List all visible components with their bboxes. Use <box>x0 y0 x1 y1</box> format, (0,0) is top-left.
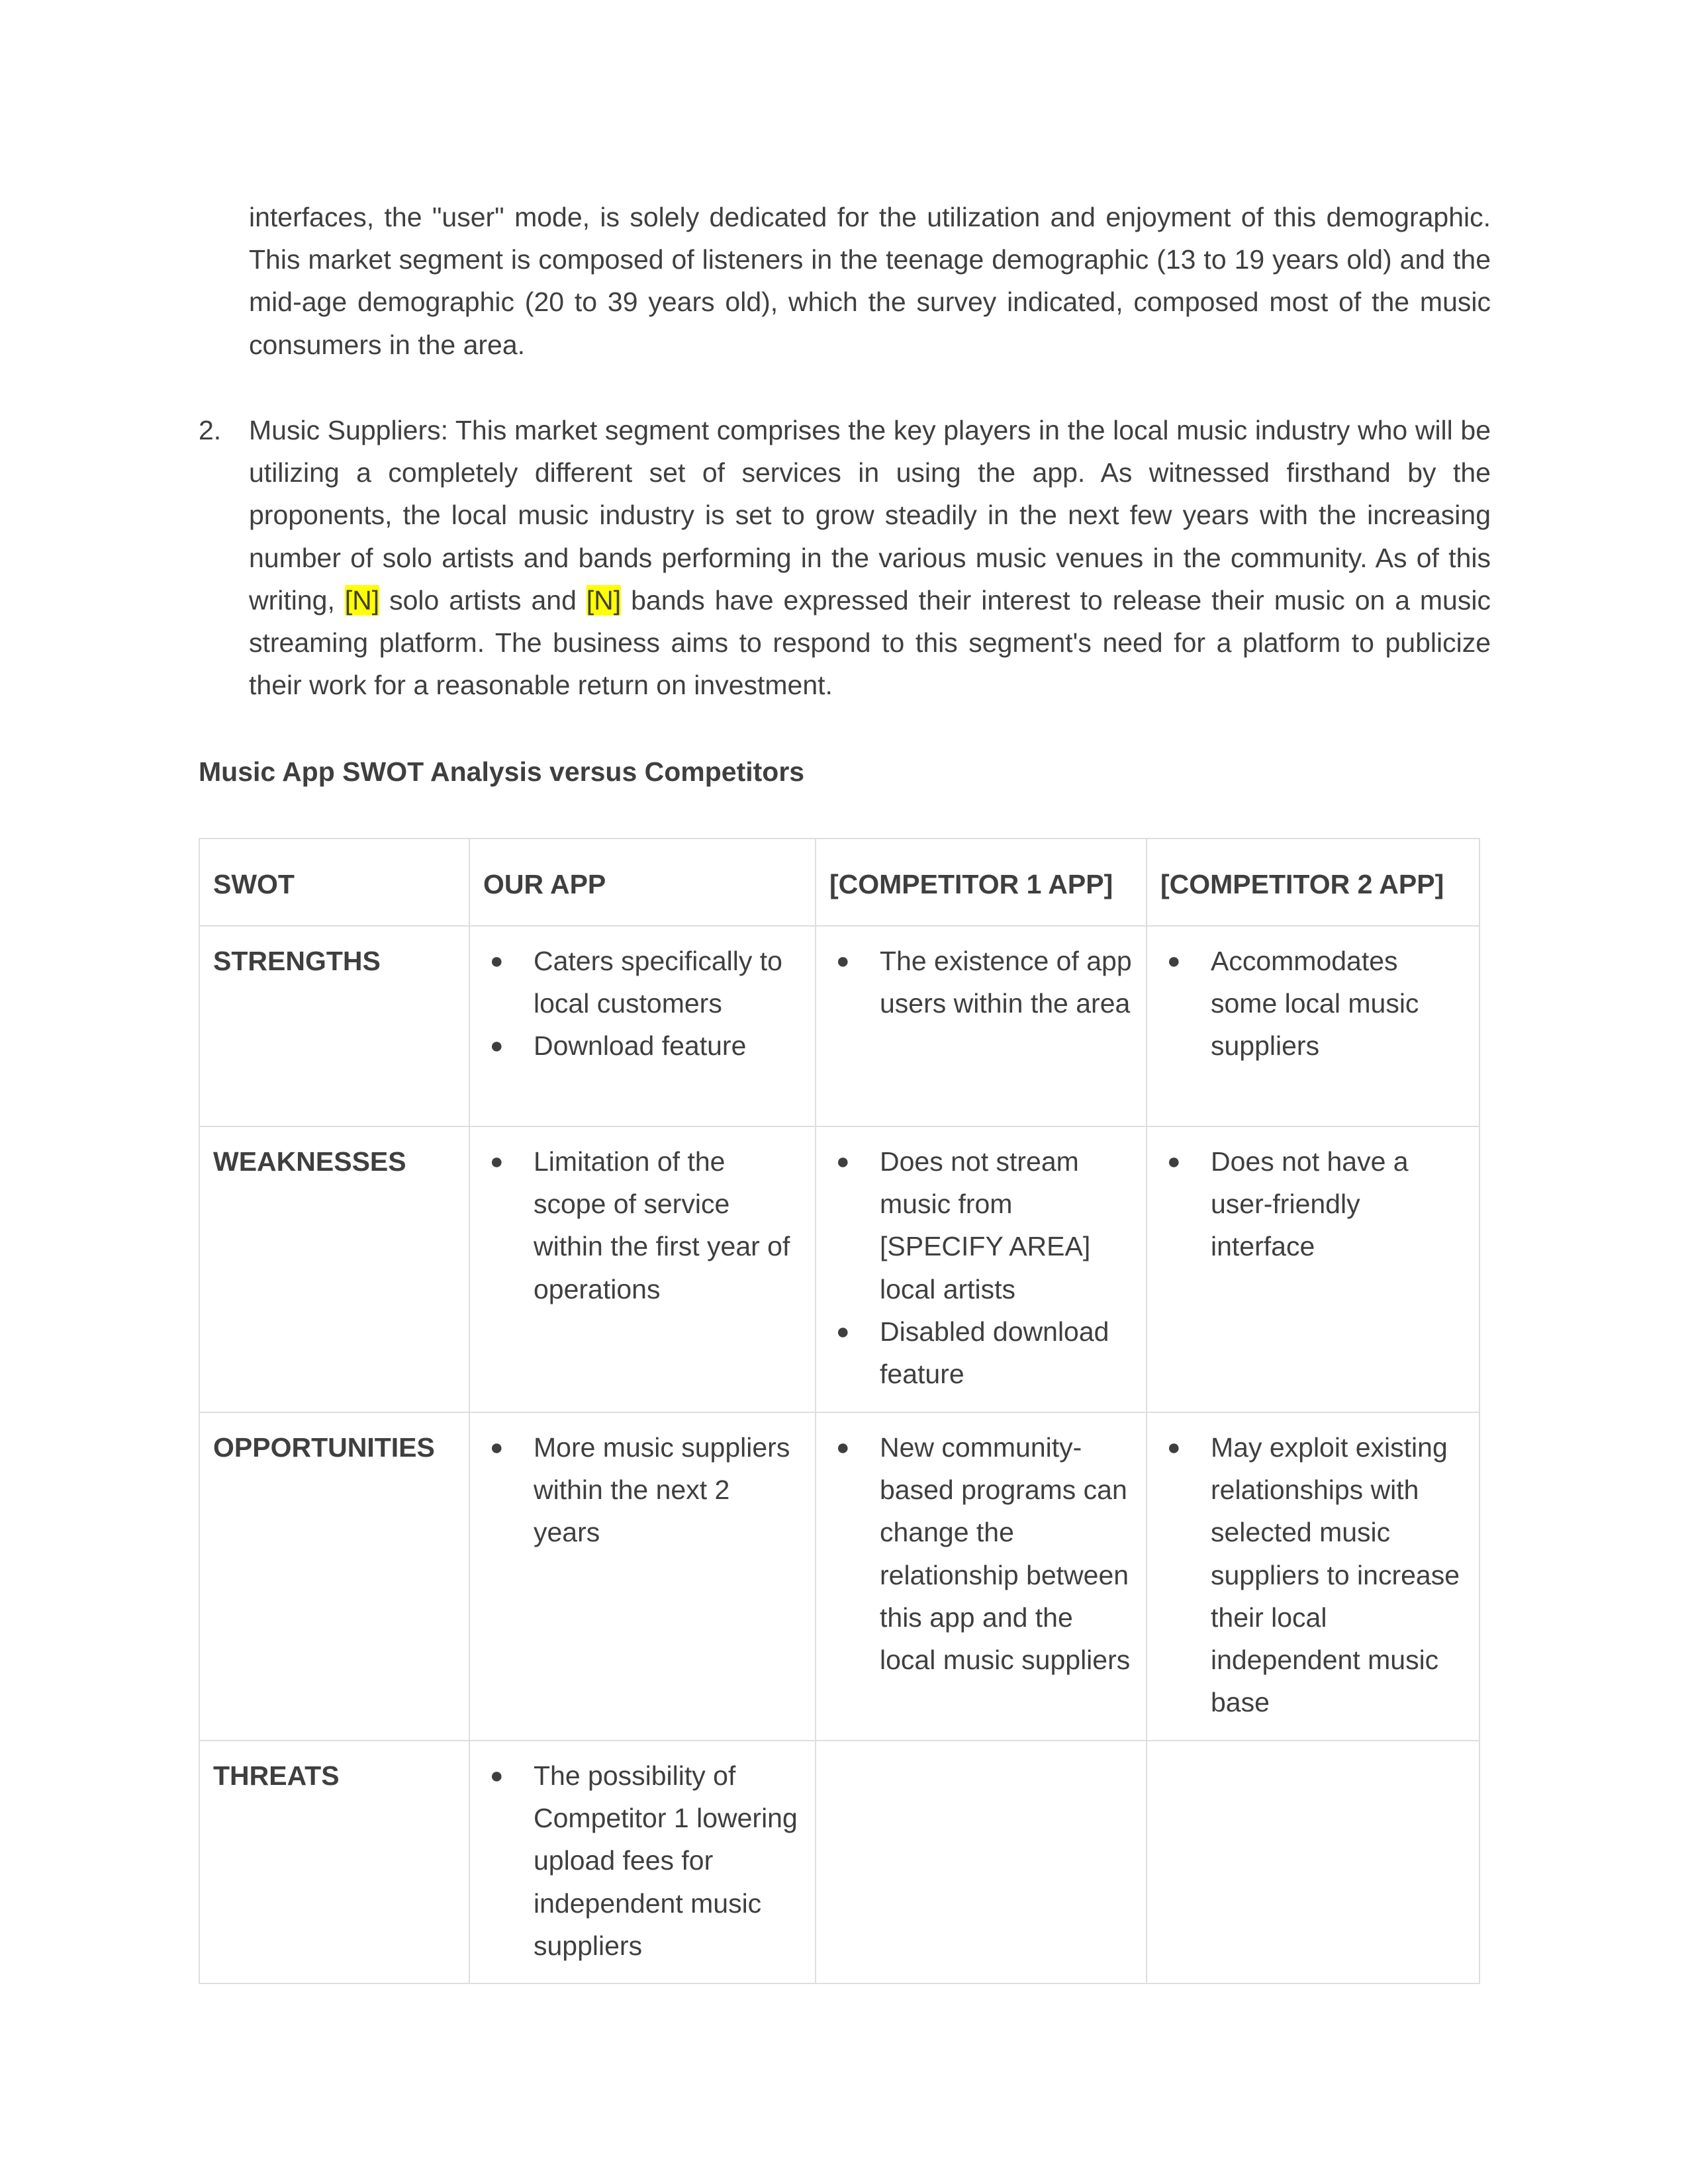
header-competitor-2: [COMPETITOR 2 APP] <box>1160 869 1444 899</box>
table-header-row <box>199 839 1479 926</box>
bullet-icon: ● <box>836 1435 850 1460</box>
bullet-list <box>483 940 802 1068</box>
table-cell <box>1147 1126 1479 1412</box>
list-item <box>483 940 802 1024</box>
table-row-strengths <box>199 926 1479 1126</box>
list-item <box>829 1310 1133 1395</box>
row-label-cell <box>199 926 469 1126</box>
table-header-cell <box>199 839 469 926</box>
list-item <box>1160 1140 1466 1268</box>
table-cell <box>469 1412 816 1741</box>
row-label: THREATS <box>213 1760 340 1791</box>
bullet-list <box>829 940 1133 1024</box>
bullet-list <box>483 1140 802 1310</box>
list-item-text: Limitation of the scope of service within the first year of operations <box>534 1146 790 1304</box>
table-cell <box>1147 926 1479 1126</box>
empty-table-cell <box>816 1741 1147 1983</box>
bullet-icon: ● <box>836 948 850 974</box>
table-row-threats <box>199 1741 1479 1983</box>
list-item-music-suppliers <box>249 409 1491 706</box>
table-cell <box>469 1741 816 1983</box>
bullet-icon: ● <box>490 948 504 974</box>
bullet-list <box>1160 1426 1466 1723</box>
table-row-weaknesses <box>199 1126 1479 1412</box>
intro-rest: This market segment is composed of listeners in the teenage demographic (13 to 19 years old) and the mid-age demographic (20 to 39 years old), which the survey indicated, composed most of the music consumers in the area. <box>249 244 1491 360</box>
list-item <box>483 1140 802 1310</box>
table-cell <box>816 1126 1147 1412</box>
list-item-text-part2: solo artists and <box>389 584 577 615</box>
list-item-text: The existence of app users within the area <box>880 946 1132 1019</box>
row-label: STRENGTHS <box>213 946 381 976</box>
bullet-list <box>829 1426 1133 1681</box>
header-swot: SWOT <box>213 869 295 899</box>
header-competitor-1: [COMPETITOR 1 APP] <box>829 869 1113 899</box>
row-label-cell <box>199 1126 469 1412</box>
list-item-text: Does not stream music from [SPECIFY AREA] local artists <box>880 1146 1091 1304</box>
table-cell <box>469 926 816 1126</box>
table-cell <box>469 1126 816 1412</box>
list-item <box>1160 940 1466 1068</box>
placeholder-highlight: [N] <box>586 584 622 615</box>
table-row-opportunities <box>199 1412 1479 1741</box>
list-item <box>483 1754 802 1967</box>
bullet-icon: ● <box>490 1033 504 1059</box>
list-item-text: Download feature <box>534 1030 747 1062</box>
intro-line-1: interfaces, the "user" mode, is solely dedicated for the utilization and enjoyment of this demographic. <box>249 202 1491 232</box>
row-label: WEAKNESSES <box>213 1146 406 1177</box>
bullet-icon: ● <box>490 1149 504 1174</box>
table-cell <box>1147 1412 1479 1741</box>
bullet-icon: ● <box>490 1763 504 1788</box>
list-item-text-part3: bands have expressed their interest to release their music on a music streaming platform. The business aims to respond to this segment's need for a platform to publicize their work for a reasonable return on investment. <box>249 584 1491 701</box>
table-cell <box>816 926 1147 1126</box>
bullet-list <box>1160 940 1466 1068</box>
list-item <box>829 940 1133 1024</box>
bullet-icon: ● <box>836 1149 850 1174</box>
intro-paragraph <box>249 196 1491 366</box>
list-item-text: New community-based programs can change the relationship between this app and the local music suppliers <box>880 1432 1131 1676</box>
empty-table-cell <box>1147 1741 1479 1983</box>
list-number: 2. <box>199 415 222 445</box>
list-item-text: Disabled download feature <box>880 1316 1109 1390</box>
list-item <box>483 1024 802 1067</box>
header-our-app: OUR APP <box>483 869 606 899</box>
list-item <box>483 1426 802 1554</box>
table-header-cell <box>469 839 816 926</box>
placeholder-highlight: [N] <box>344 584 380 615</box>
list-item <box>829 1140 1133 1310</box>
bullet-icon: ● <box>836 1318 850 1344</box>
bullet-icon: ● <box>1167 1149 1181 1174</box>
bullet-list <box>829 1140 1133 1395</box>
table-cell <box>816 1412 1147 1741</box>
bullet-list <box>483 1754 802 1967</box>
bullet-icon: ● <box>1167 948 1181 974</box>
list-item <box>1160 1426 1466 1723</box>
list-item-text: The possibility of Competitor 1 lowering upload fees for independent music suppliers <box>534 1760 798 1961</box>
list-item-text-part1: Music Suppliers: This market segment comprises the key players in the local music industry who will be utilizing a completely different set of services in using the app. As witnessed firsthand by the proponents, the local music industry is set to grow steadily in the next few years with the increasing number of solo artists and bands performing in the various music venues in the community. As of this writing, <box>249 415 1491 615</box>
list-item-text: Does not have a user-friendly interface <box>1211 1146 1409 1262</box>
swot-table <box>199 838 1480 1984</box>
row-label-cell <box>199 1741 469 1983</box>
list-item-text: May exploit existing relationships with selected music suppliers to increase their local independent music base <box>1211 1432 1460 1718</box>
bullet-list <box>1160 1140 1466 1268</box>
bullet-icon: ● <box>1167 1435 1181 1460</box>
list-item-text: Accommodates some local music suppliers <box>1211 946 1419 1062</box>
table-header-cell <box>816 839 1147 926</box>
bullet-list <box>483 1426 802 1554</box>
list-item-text: More music suppliers within the next 2 years <box>534 1432 790 1548</box>
bullet-icon: ● <box>490 1435 504 1460</box>
list-item-text: Caters specifically to local customers <box>534 946 782 1019</box>
row-label: OPPORTUNITIES <box>213 1432 435 1463</box>
section-heading: Music App SWOT Analysis versus Competitors <box>199 756 805 787</box>
list-item <box>829 1426 1133 1681</box>
row-label-cell <box>199 1412 469 1741</box>
table-header-cell <box>1147 839 1479 926</box>
